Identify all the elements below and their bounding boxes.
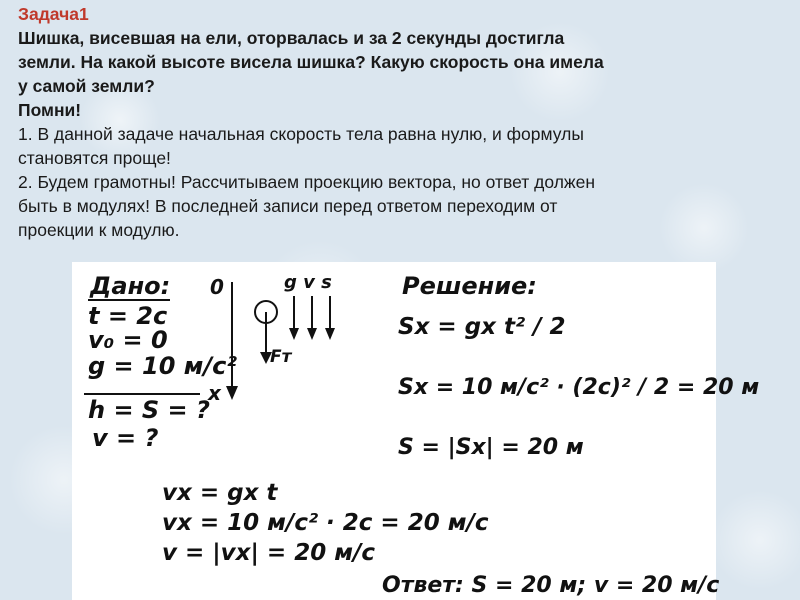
- given-item: h = S = ?: [88, 396, 210, 424]
- note-line: проекции к модулю.: [18, 220, 180, 240]
- given-label: Дано:: [90, 272, 171, 300]
- note-line: 2. Будем грамотны! Рассчитываем проекцию вектора, но ответ должен: [18, 172, 596, 192]
- solution-label: Решение:: [402, 272, 537, 300]
- formula-line: S = |Sx| = 20 м: [398, 435, 584, 460]
- remember-label: Помни!: [18, 100, 82, 120]
- formula-line: Sx = 10 м/с² · (2c)² / 2 = 20 м: [398, 375, 760, 400]
- given-item: v = ?: [92, 424, 159, 452]
- answer-line: Ответ: S = 20 м; v = 20 м/с: [382, 573, 720, 598]
- notes: [18, 122, 788, 242]
- handwritten-solution: [72, 262, 760, 600]
- problem-line: земли. На какой высоте висела шишка? Какую скорость она имела: [18, 52, 604, 72]
- note-line: 1. В данной задаче начальная скорость тела равна нулю, и формулы: [18, 124, 584, 144]
- formula-line: vx = 10 м/с² · 2c = 20 м/с: [162, 510, 489, 536]
- note-line: становятся проще!: [18, 148, 171, 168]
- vector-labels: g v s: [284, 272, 332, 293]
- task-title: Задача1: [18, 4, 89, 24]
- given-item: t = 2c: [88, 302, 168, 330]
- problem-line: Шишка, висевшая на ели, оторвалась и за 2 секунды достигла: [18, 28, 565, 48]
- force-label: Fт: [270, 347, 292, 367]
- given-item: g = 10 м/с²: [88, 352, 237, 380]
- problem-line: у самой земли?: [18, 76, 155, 96]
- formula-line: vx = gx t: [162, 480, 278, 506]
- axis-end: x: [208, 381, 221, 405]
- axis-arrow: [226, 386, 238, 400]
- given-item: v₀ = 0: [88, 326, 168, 354]
- task-text: [18, 2, 788, 242]
- problem-statement: [18, 26, 788, 98]
- axis-origin: 0: [210, 275, 224, 299]
- note-line: быть в модулях! В последней записи перед ответом переходим от: [18, 196, 558, 216]
- formula-line: v = |vx| = 20 м/с: [162, 540, 376, 566]
- formula-line: Sx = gx t² / 2: [398, 314, 566, 340]
